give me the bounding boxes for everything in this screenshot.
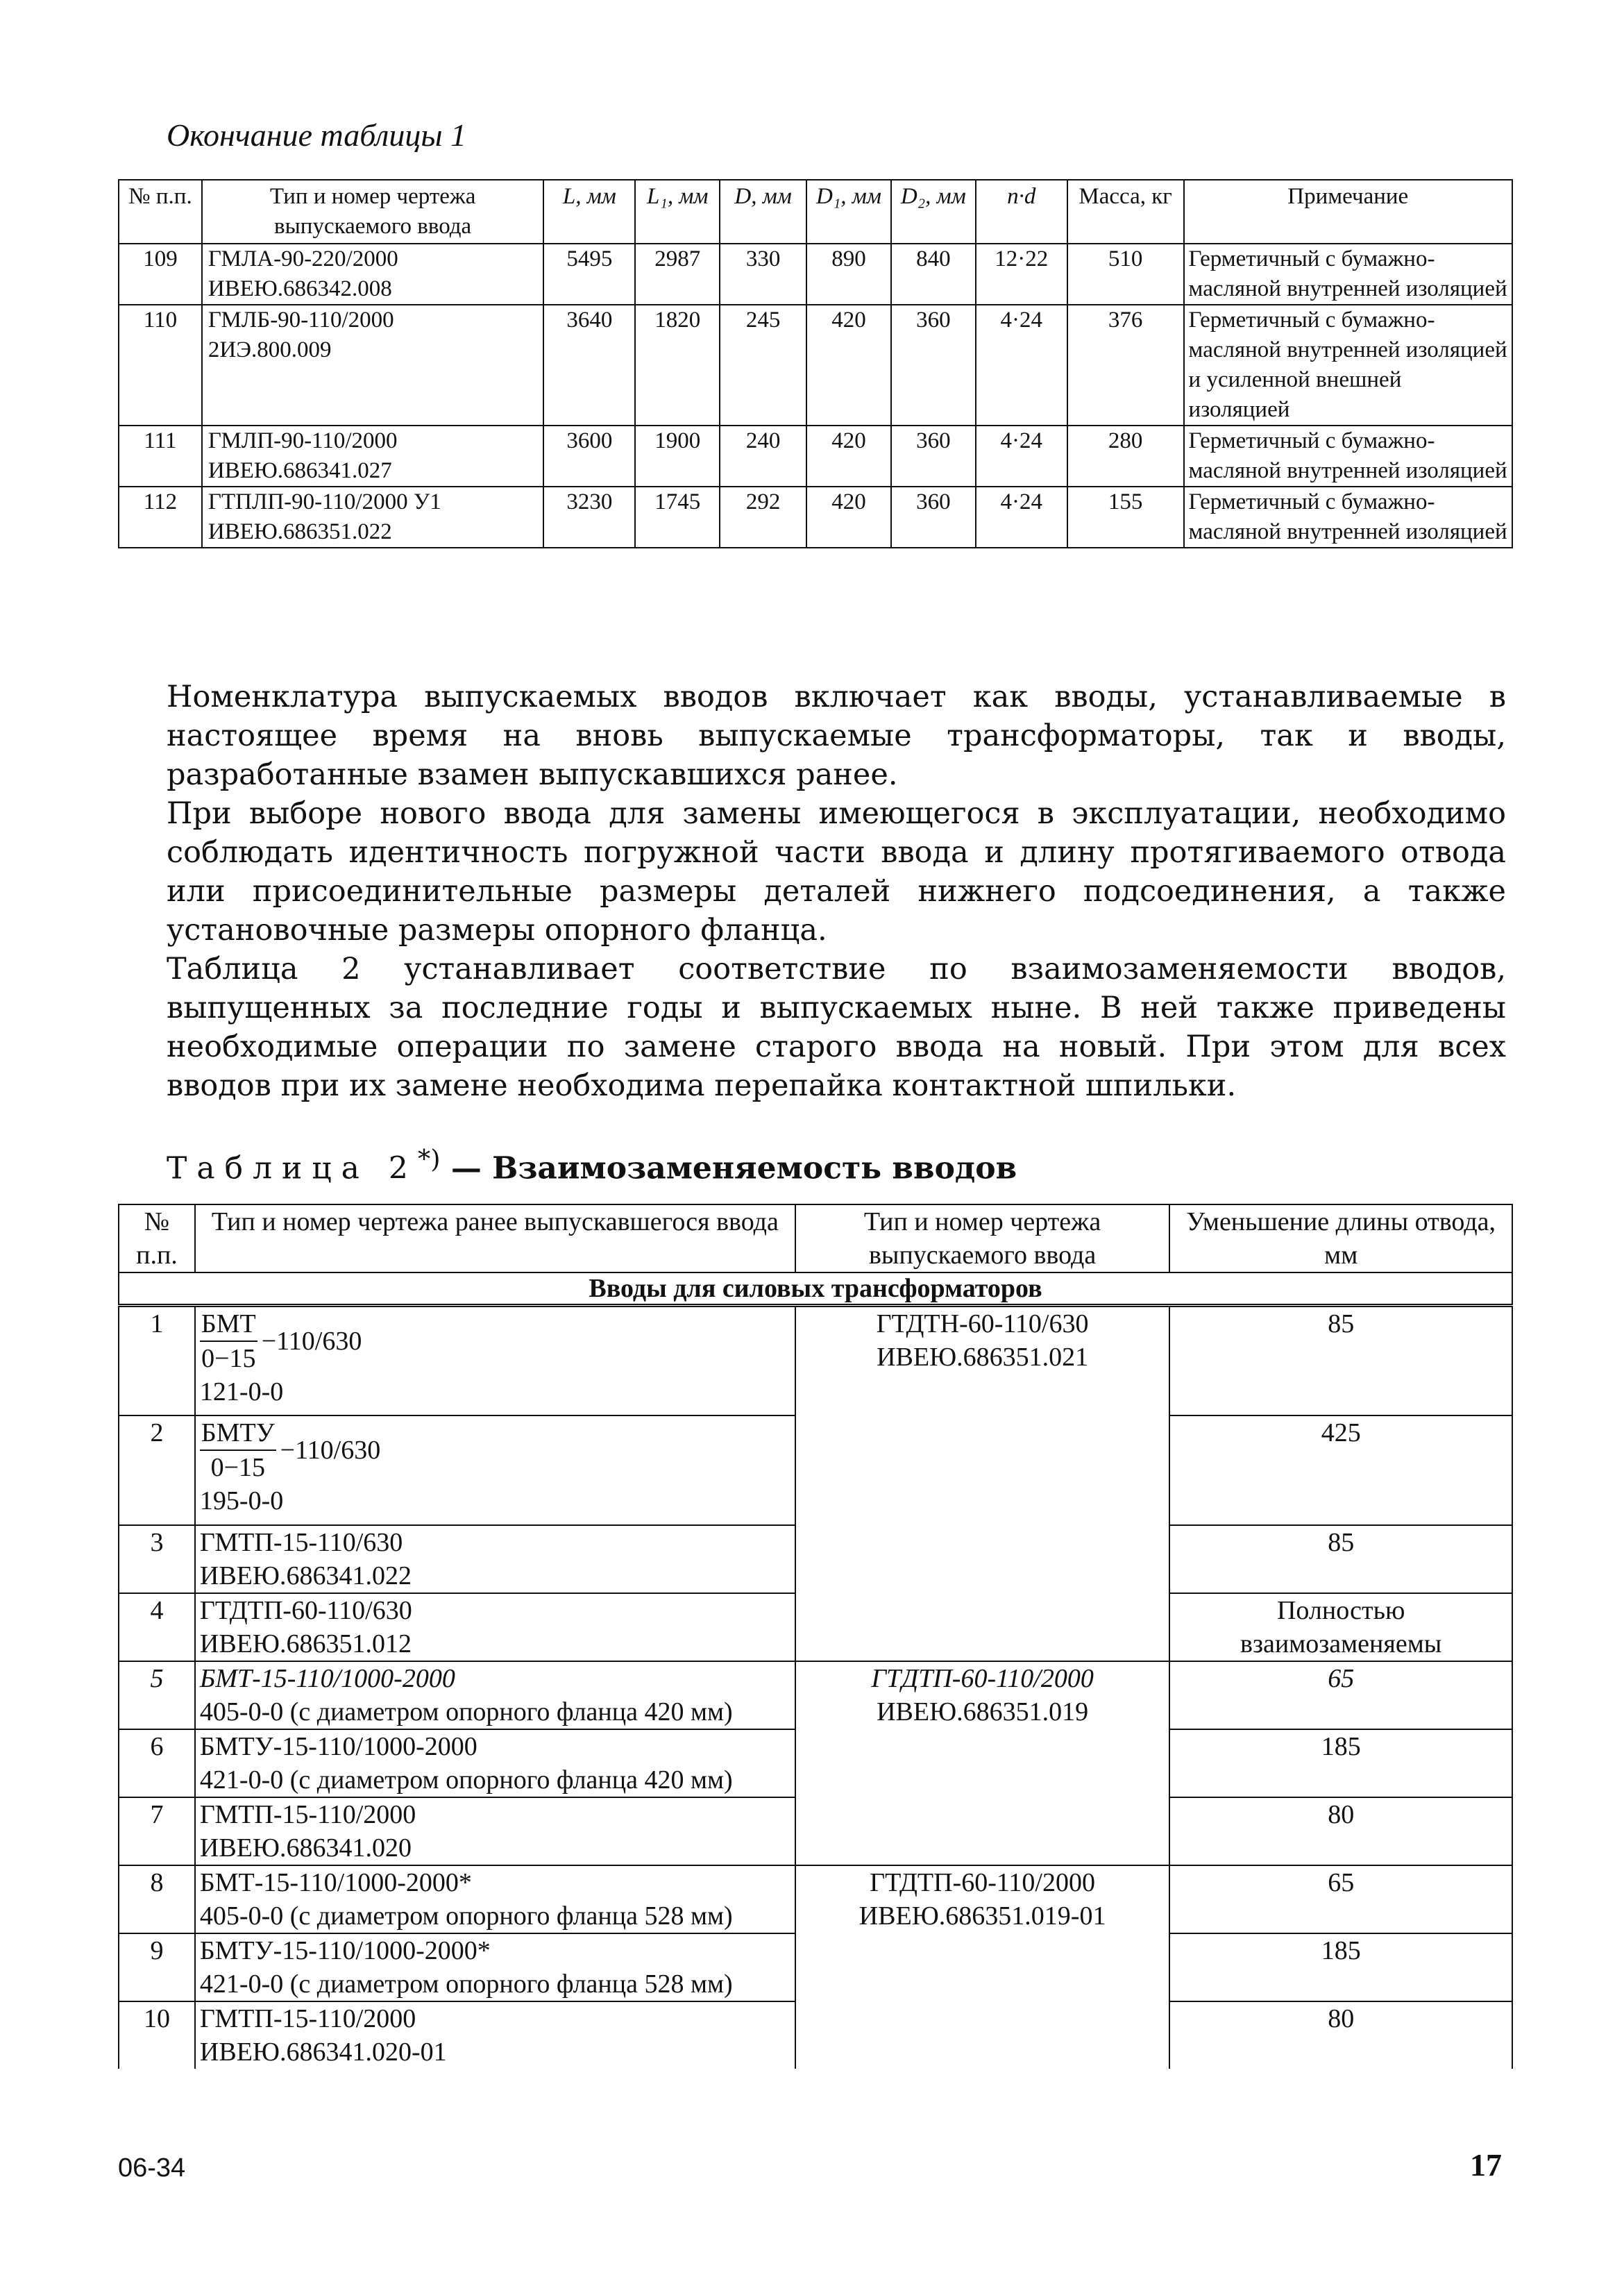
note-cell: Герметичный с бумажно-масляной внутренней изоляцией <box>1184 244 1512 305</box>
table1-header: n·d <box>976 180 1067 244</box>
reduction-value: 185 <box>1169 1933 1512 2001</box>
fraction-numerator: БМТУ <box>200 1416 276 1451</box>
fraction-denominator: 0−15 <box>210 1452 265 1482</box>
table1-header: Масса, кг <box>1067 180 1184 244</box>
row-number: 1 <box>119 1306 195 1415</box>
type-line: 121-0-0 <box>199 1377 284 1406</box>
type-cell <box>202 426 544 487</box>
table-row <box>119 244 1512 305</box>
table1-header: D₁, мм <box>806 180 891 244</box>
reduction-value: 425 <box>1169 1415 1512 1525</box>
row-number: 2 <box>119 1415 195 1525</box>
table-row <box>119 1661 1512 1729</box>
type-line: ИВЕЮ.686351.019-01 <box>858 1901 1106 1931</box>
value-L1: 1745 <box>635 487 720 548</box>
row-number: 10 <box>119 2001 195 2069</box>
type-line: ИВЕЮ.686351.012 <box>199 1629 412 1658</box>
row-number: 8 <box>119 1865 195 1933</box>
paragraph-2: При выборе нового ввода для замены имеющегося в эксплуатации, необходимо соблюдать идентичность погружной части ввода и длину протягиваемого отвода или присоединительные размеры деталей нижнего подсоединения, а также установочные размеры опорного фланца. <box>167 796 1506 948</box>
value-nd: 4·24 <box>976 487 1067 548</box>
fraction-line <box>200 1307 790 1375</box>
reduction-value: 85 <box>1169 1306 1512 1415</box>
old-type-cell <box>195 1661 795 1729</box>
type-line: 405-0-0 (с диаметром опорного фланца 528 мм) <box>199 1901 733 1931</box>
type-line: 405-0-0 (с диаметром опорного фланца 420 мм) <box>199 1697 733 1726</box>
table2-header: Тип и номер чертежа выпускаемого ввода <box>795 1204 1170 1272</box>
fraction-line <box>200 1416 790 1484</box>
value-D: 245 <box>720 305 806 426</box>
fraction-tail: −110/630 <box>261 1327 362 1356</box>
value-L: 3640 <box>543 305 635 426</box>
table-row <box>119 1306 1512 1415</box>
type-line: ГТДТП-60-110/2000 <box>871 1663 1094 1693</box>
note-cell: Герметичный с бумажно-масляной внутренней изоляцией <box>1184 426 1512 487</box>
table2-header: Уменьшение длины отвода, мм <box>1169 1204 1512 1272</box>
type-line: 195-0-0 <box>199 1486 284 1515</box>
fraction <box>200 1416 276 1484</box>
type-line: ГМЛП-90-110/2000 <box>208 428 398 453</box>
reduction-value: Полностью взаимозаменяемы <box>1169 1593 1512 1661</box>
value-D1: 420 <box>806 305 891 426</box>
type-line: БМТ-15-110/1000-2000 <box>199 1663 455 1693</box>
table1-header: Примечание <box>1184 180 1512 244</box>
table2-caption <box>167 1144 1017 1186</box>
type-line: ИВЕЮ.686351.022 <box>208 519 392 544</box>
paragraph-1: Номенклатура выпускаемых вводов включает как вводы, устанавливаемые в настоящее время на вновь выпускаемые трансформаторы, так и вводы, разработанные взамен выпускавшихся ранее. <box>167 680 1506 792</box>
value-D1: 890 <box>806 244 891 305</box>
value-D: 330 <box>720 244 806 305</box>
type-line: ГТДТН-60-110/630 <box>876 1309 1089 1338</box>
new-type-cell <box>795 1865 1170 2069</box>
table2-header-row <box>119 1204 1512 1272</box>
table1-header-row <box>119 180 1512 244</box>
table2-caption-sup: *) <box>417 1144 441 1174</box>
value-L1: 1820 <box>635 305 720 426</box>
value-D2: 360 <box>891 305 976 426</box>
value-L: 5495 <box>543 244 635 305</box>
type-line: 421-0-0 (с диаметром опорного фланца 420 мм) <box>199 1765 733 1795</box>
table1-header: L₁, мм <box>635 180 720 244</box>
value-nd: 4·24 <box>976 305 1067 426</box>
value-nd: 12·22 <box>976 244 1067 305</box>
value-mass: 376 <box>1067 305 1184 426</box>
value-D: 292 <box>720 487 806 548</box>
new-type-cell <box>795 1661 1170 1865</box>
type-line: ГТДТП-60-110/2000 <box>870 1867 1095 1897</box>
type-line: ГМЛА-90-220/2000 <box>208 246 398 271</box>
old-type-cell <box>195 1306 795 1415</box>
old-type-cell <box>195 1865 795 1933</box>
fraction <box>200 1307 257 1375</box>
value-D: 240 <box>720 426 806 487</box>
value-mass: 280 <box>1067 426 1184 487</box>
type-line: ГМТП-15-110/2000 <box>199 2003 416 2033</box>
table1-header: № п.п. <box>119 180 202 244</box>
table1-header: D₂, мм <box>891 180 976 244</box>
type-line: ИВЕЮ.686351.021 <box>877 1343 1089 1372</box>
row-number: 7 <box>119 1797 195 1865</box>
paragraph-3: Таблица 2 устанавливает соответствие по взаимозаменяемости вводов, выпущенных за последние годы и выпускаемых ныне. В ней также приведены необходимые операции по замене старого ввода на новый. При этом для всех вводов при их замене необходима перепайка контактной шпильки. <box>167 952 1506 1103</box>
table1-header: D, мм <box>720 180 806 244</box>
value-nd: 4·24 <box>976 426 1067 487</box>
value-L1: 2987 <box>635 244 720 305</box>
section-row <box>119 1272 1512 1306</box>
type-cell <box>202 305 544 426</box>
reduction-value: 80 <box>1169 1797 1512 1865</box>
row-number: 109 <box>119 244 202 305</box>
type-line: ИВЕЮ.686341.022 <box>199 1561 412 1590</box>
old-type-cell <box>195 1797 795 1865</box>
old-type-cell <box>195 1415 795 1525</box>
type-cell <box>202 244 544 305</box>
type-line: 2ИЭ.800.009 <box>208 337 332 362</box>
old-type-cell <box>195 2001 795 2069</box>
table1-caption: Окончание таблицы 1 <box>167 117 466 153</box>
row-number: 4 <box>119 1593 195 1661</box>
value-D2: 360 <box>891 426 976 487</box>
type-line: ГМТП-15-110/630 <box>199 1527 403 1557</box>
row-number: 110 <box>119 305 202 426</box>
row-number: 111 <box>119 426 202 487</box>
type-line: ИВЕЮ.686341.027 <box>208 458 392 483</box>
table2-header: Тип и номер чертежа ранее выпускавшегося ввода <box>195 1204 795 1272</box>
type-line: БМТУ-15-110/1000-2000 <box>199 1731 477 1761</box>
reduction-value: 80 <box>1169 2001 1512 2069</box>
old-type-cell <box>195 1525 795 1593</box>
section-title: Вводы для силовых трансформаторов <box>119 1272 1512 1306</box>
document-code: 06-34 <box>118 2153 186 2183</box>
old-type-cell <box>195 1933 795 2001</box>
value-D2: 840 <box>891 244 976 305</box>
fraction-numerator: БМТ <box>200 1307 257 1342</box>
table2-caption-prefix: Таблица 2 <box>167 1150 418 1186</box>
table2 <box>118 1204 1513 2069</box>
value-L: 3600 <box>543 426 635 487</box>
row-number: 9 <box>119 1933 195 2001</box>
row-number: 6 <box>119 1729 195 1797</box>
row-number: 5 <box>119 1661 195 1729</box>
table-row <box>119 426 1512 487</box>
value-mass: 155 <box>1067 487 1184 548</box>
value-mass: 510 <box>1067 244 1184 305</box>
table-row <box>119 1865 1512 1933</box>
type-line: БМТУ-15-110/1000-2000* <box>199 1935 491 1965</box>
type-line: ГМЛБ-90-110/2000 <box>208 308 394 333</box>
value-D1: 420 <box>806 487 891 548</box>
row-number: 112 <box>119 487 202 548</box>
table-row <box>119 305 1512 426</box>
fraction-tail: −110/630 <box>280 1435 381 1465</box>
reduction-value: 65 <box>1169 1661 1512 1729</box>
type-line: ГТПЛП-90-110/2000 У1 <box>208 489 441 514</box>
type-line: ГТДТП-60-110/630 <box>199 1595 412 1625</box>
type-line: БМТ-15-110/1000-2000* <box>199 1867 472 1897</box>
value-L: 3230 <box>543 487 635 548</box>
type-line: ИВЕЮ.686342.008 <box>208 276 392 301</box>
type-cell <box>202 487 544 548</box>
table1 <box>118 179 1513 548</box>
page-number: 17 <box>1470 2147 1502 2183</box>
table2-header: № п.п. <box>119 1204 195 1272</box>
reduction-value: 65 <box>1169 1865 1512 1933</box>
table1-header: L, мм <box>543 180 635 244</box>
old-type-cell <box>195 1729 795 1797</box>
type-line: ГМТП-15-110/2000 <box>199 1799 416 1829</box>
table2-caption-title: — Взаимозаменяемость вводов <box>440 1150 1017 1186</box>
type-line: ИВЕЮ.686351.019 <box>877 1697 1089 1726</box>
type-line: ИВЕЮ.686341.020-01 <box>199 2037 447 2067</box>
value-D1: 420 <box>806 426 891 487</box>
old-type-cell <box>195 1593 795 1661</box>
table1-header: Тип и номер чертежа выпускаемого ввода <box>202 180 544 244</box>
row-number: 3 <box>119 1525 195 1593</box>
value-L1: 1900 <box>635 426 720 487</box>
note-cell: Герметичный с бумажно-масляной внутренней изоляцией <box>1184 487 1512 548</box>
note-cell: Герметичный с бумажно-масляной внутренней изоляцией и усиленной внешней изоляцией <box>1184 305 1512 426</box>
reduction-value: 85 <box>1169 1525 1512 1593</box>
table-row <box>119 487 1512 548</box>
type-line: 421-0-0 (с диаметром опорного фланца 528 мм) <box>199 1969 733 1999</box>
type-line: ИВЕЮ.686341.020 <box>199 1833 412 1863</box>
fraction-denominator: 0−15 <box>201 1344 256 1373</box>
new-type-cell <box>795 1306 1170 1661</box>
value-D2: 360 <box>891 487 976 548</box>
reduction-value: 185 <box>1169 1729 1512 1797</box>
